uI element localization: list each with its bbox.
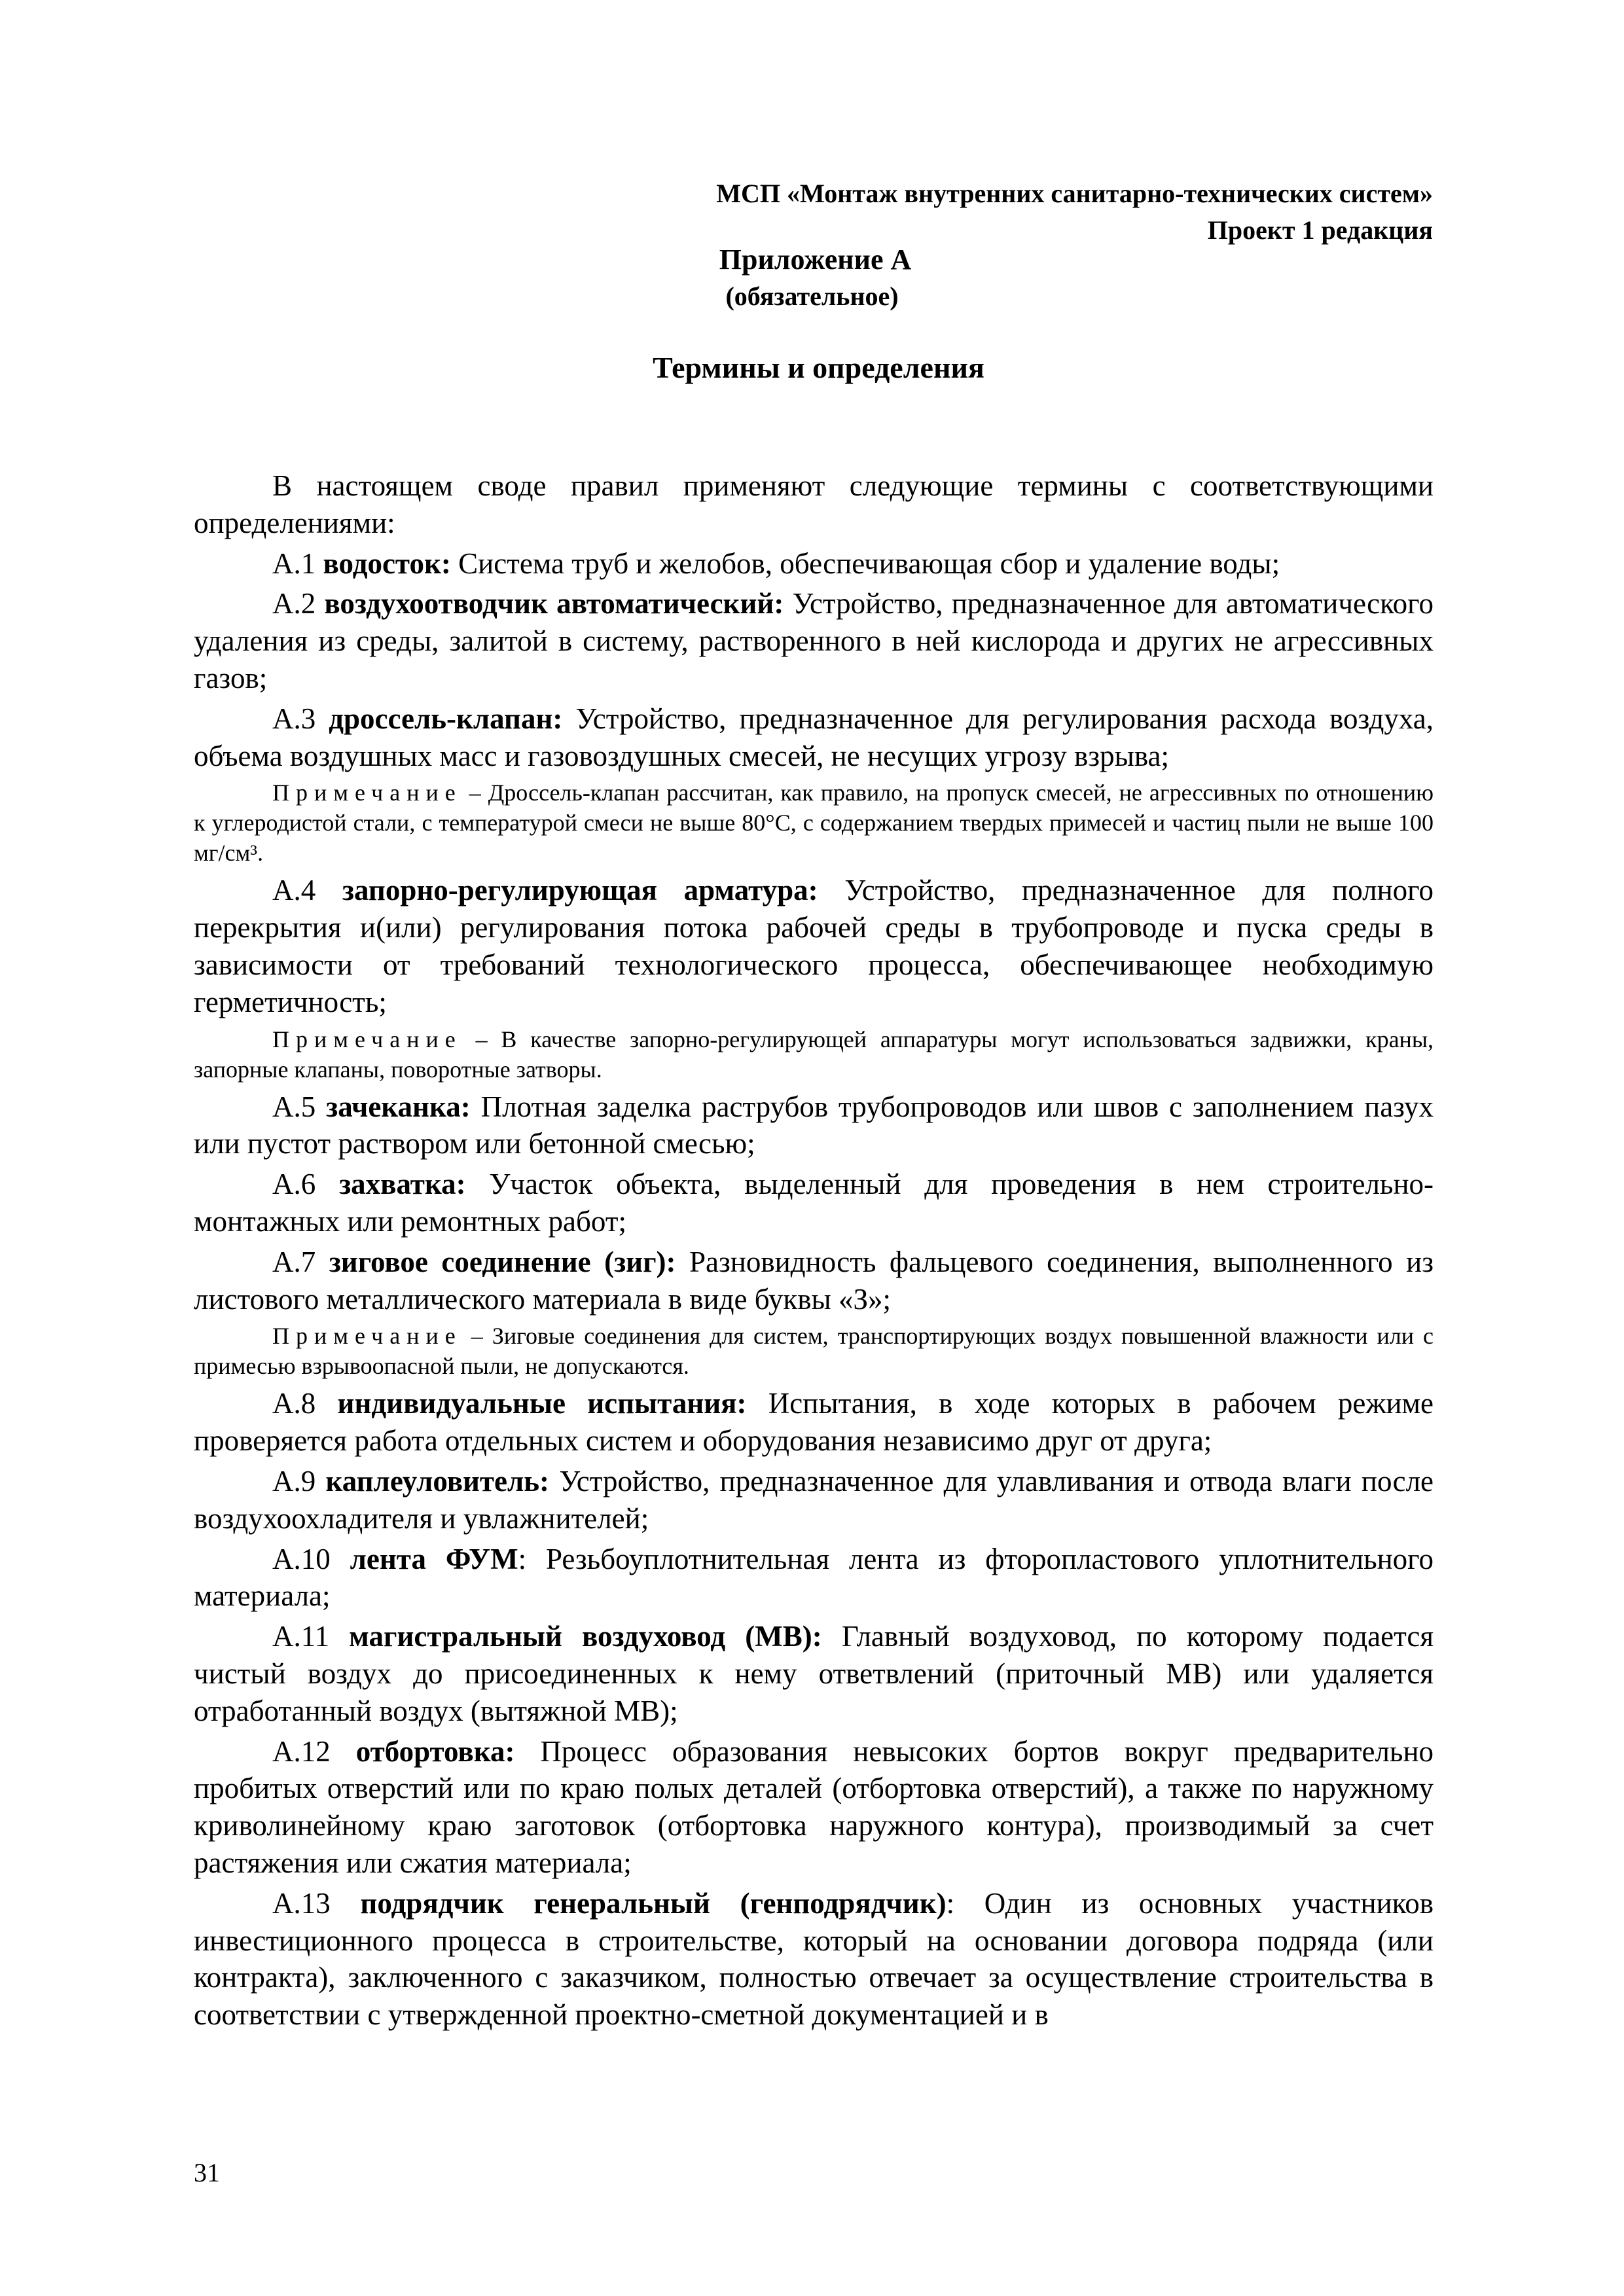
term-name: захватка: [339,1168,466,1201]
term-entry [194,1385,1434,1460]
note-label: Примечание [272,780,462,806]
term-entry [194,1463,1434,1537]
term-name: дроссель-клапан: [329,702,563,735]
term-entry [194,1541,1434,1615]
note-paragraph [194,778,1434,868]
term-definition: Главный воздуховод, по которому подается чистый воздух до присоединенных к нему ответвлений (приточный МВ) или удаляется отработанный воздух (вытяжной МВ); [194,1620,1434,1727]
term-definition: Устройство, предназначенное для автоматического удаления из среды, залитой в систему, растворенного в ней кислорода и других не агрессивных газов; [194,587,1434,694]
term-entry [194,1166,1434,1240]
annex-subtitle: (обязательное) [725,281,899,311]
term-name: лента ФУМ [350,1542,518,1575]
page-number: 31 [194,2158,220,2187]
term-entry [194,585,1434,696]
term-definition: Испытания, в ходе которых в рабочем режиме проверяется работа отдельных систем и оборудования независимо друг от друга; [194,1387,1434,1458]
term-definition: Система труб и желобов, обеспечивающая сбор и удаление воды; [458,547,1280,580]
term-name: зиговое соединение (зиг): [329,1245,676,1278]
term-number: А.2 [272,587,316,620]
term-name: запорно-регулирующая арматура: [342,874,818,907]
term-definition: : Один из основных участников инвестиционного процесса в строительстве, который на основании договора подряда (или контракта), заключенного с заказчиком, полностью отвечает за осуществление строительства в соответствии с утвержденной проектно-сметной документацией и в [194,1886,1434,2032]
annex-heading [0,241,1624,314]
note-text: – Дроссель-клапан рассчитан, как правило, на пропуск смесей, не агрессивных по отношению к углеродистой стали, с температурой смеси не выше 80°С, с содержанием твердых примесей и частиц пыли не выше 100 мг/см³. [194,780,1434,867]
header-standard-title: МСП «Монтаж внутренних санитарно-технических систем» [716,179,1433,208]
term-number: А.13 [272,1886,331,1920]
term-entry [194,872,1434,1020]
note-label: Примечание [272,1323,462,1350]
term-number: А.5 [272,1090,316,1123]
term-number: А.3 [272,702,316,735]
header-draft-edition: Проект 1 редакция [1207,215,1433,245]
term-name: магистральный воздуховод (МВ): [349,1620,822,1653]
term-name: зачеканка: [326,1090,471,1123]
note-text: – В качестве запорно-регулирующей аппаратуры могут использоваться задвижки, краны, запорные клапаны, поворотные затворы. [194,1026,1434,1083]
term-entry [194,1618,1434,1729]
term-entry [194,700,1434,775]
term-definition: Участок объекта, выделенный для проведения в нем строительно-монтажных или ремонтных работ; [194,1168,1434,1238]
intro-paragraph: В настоящем своде правил применяют следующие термины с соответствующими определениями: [194,469,1434,539]
note-label: Примечание [272,1026,462,1052]
term-definition: Разновидность фальцевого соединения, выполненного из листового металлического материала в виде буквы «З»; [194,1245,1434,1316]
term-definition: Устройство, предназначенное для регулирования расхода воздуха, объема воздушных масс и газовоздушных смесей, не несущих угрозу взрыва; [194,702,1434,772]
term-number: А.12 [272,1734,331,1768]
document-header [716,175,1433,249]
term-entry [194,1733,1434,1882]
term-number: А.9 [272,1464,316,1498]
term-number: А.8 [272,1387,316,1420]
term-name: каплеуловитель: [325,1464,550,1498]
annex-title: Приложение А [719,243,912,276]
term-name: воздухоотводчик автоматический: [324,587,784,620]
term-number: А.11 [272,1620,330,1653]
term-name: индивидуальные испытания: [337,1387,747,1420]
term-definition: Плотная заделка раструбов трубопроводов или швов с заполнением пазух или пустот раствором или бетонной смесью; [194,1090,1434,1160]
term-name: подрядчик генеральный (генподрядчик) [360,1886,947,1920]
section-title: Термины и определения [653,351,984,384]
note-text: – Зиговые соединения для систем, транспортирующих воздух повышенной влажности или с примесью взрывоопасной пыли, не допускаются. [194,1323,1434,1380]
term-number: А.4 [272,874,316,907]
term-definition: Устройство, предназначенное для улавливания и отвода влаги после воздухоохладителя и увлажнителей; [194,1464,1434,1535]
term-name: отбортовка: [355,1734,515,1768]
note-paragraph [194,1024,1434,1085]
document-body [194,467,1434,2037]
term-definition: Устройство, предназначенное для полного перекрытия и(или) регулирования потока рабочей среды в трубопроводе и пуска среды в зависимости от требований технологического процесса, обеспечивающее необходимую герметичность; [194,874,1434,1018]
term-number: А.10 [272,1542,331,1575]
term-entry [194,1885,1434,2034]
term-definition: : Резьбоуплотнительная лента из фторопластового уплотнительного материала; [194,1542,1434,1613]
term-entry [194,1244,1434,1318]
term-name: водосток: [323,547,451,580]
term-number: А.6 [272,1168,316,1201]
term-definition: Процесс образования невысоких бортов вокруг предварительно пробитых отверстий или по краю полых деталей (отбортовка отверстий), а также по наружному криволинейному краю заготовок (отбортовка наружного контура), производимый за счет растяжения или сжатия материала; [194,1734,1434,1879]
term-number: А.7 [272,1245,316,1278]
term-number: А.1 [272,547,316,580]
note-paragraph [194,1321,1434,1381]
term-entry [194,1088,1434,1163]
term-entry [194,545,1434,583]
